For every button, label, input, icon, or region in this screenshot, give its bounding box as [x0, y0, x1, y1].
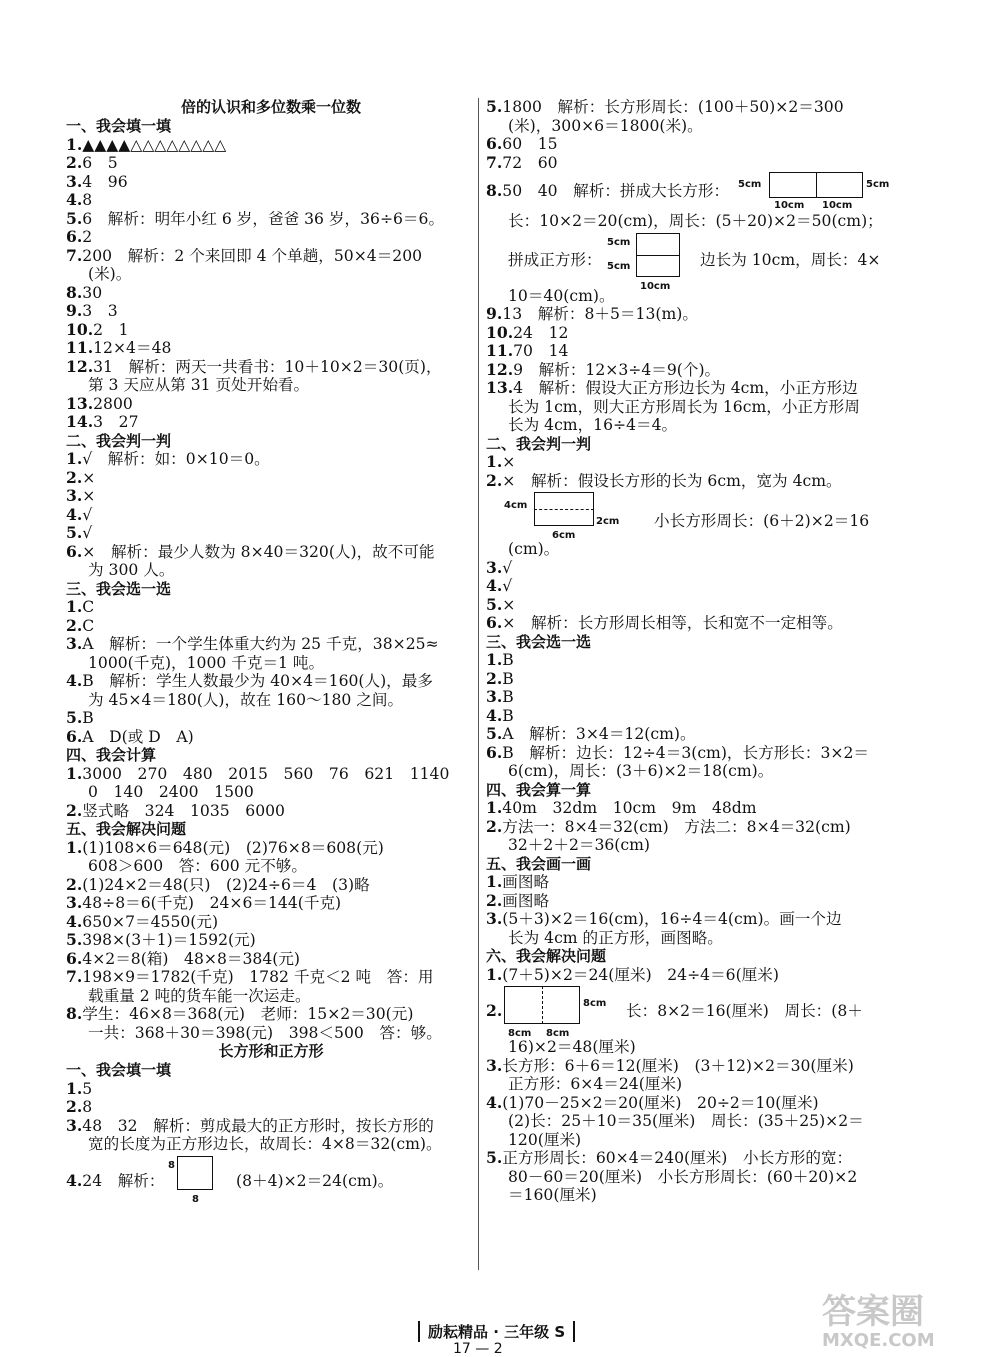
answer-line: 13.2800 — [66, 393, 133, 413]
answer-line: 4.B — [486, 705, 514, 725]
section-heading: 四、我会算一算 — [486, 780, 592, 799]
answer-line: 1.40m 32dm 10cm 9m 48dm — [486, 798, 757, 817]
answer-line: 1.5 — [66, 1078, 93, 1098]
answer-line: 4.650×7＝4550(元) — [66, 911, 219, 931]
answer-line: 2.8 — [66, 1097, 93, 1116]
right-column — [486, 98, 898, 1205]
answer-line: 14.3 27 — [66, 412, 139, 431]
answer-line: 一共：368＋30＝398(元) 398＜500 答：够。 — [88, 1023, 442, 1042]
answer-line: 第 3 天应从第 31 页处开始看。 — [88, 376, 310, 394]
answer-line: 12.31 解析：两天一共看书：10＋10×2＝30(页)， — [66, 356, 442, 376]
answer-line: 2.B — [486, 668, 514, 688]
answer-line: 6.× 解析：长方形周长相等，长和宽不一定相等。 — [486, 613, 843, 632]
figure-label: 5cm — [738, 179, 762, 190]
answer-line: 3.√ — [486, 557, 513, 577]
figure-label: 8cm — [546, 1028, 570, 1039]
answer-line: 2.方法一：8×4＝32(cm) 方法二：8×4＝32(cm) — [486, 816, 851, 836]
answer-line: 1.C — [66, 597, 95, 616]
answer-line: 1.3000 270 480 2015 560 76 621 1140 — [66, 763, 450, 783]
answer-line: 5.B — [66, 708, 94, 727]
answer-line: 为 45×4＝180(人)，故在 160～180 之间。 — [88, 690, 404, 709]
figure-square-8: 4.24 解析： 8 8 (8＋4)×2＝24(cm)。 — [66, 1154, 476, 1210]
answer-line: 4.(1)70－25×2＝20(厘米) 20÷2＝10(厘米) — [486, 1092, 819, 1112]
answer-line: 7.72 60 — [486, 152, 558, 172]
answer-line: 2.(1)24×2＝48(只) (2)24÷6＝4 (3)略 — [66, 874, 370, 894]
figure-label: 5cm — [607, 236, 631, 248]
answer-line: 3.48 32 解析：剪成最大的正方形时，按长方形的 — [66, 1115, 434, 1135]
answer-line: 120(厘米) — [508, 1130, 582, 1149]
section-heading: 一、我会填一填 — [66, 117, 172, 135]
answer-line: (米)。 — [88, 265, 132, 283]
page-number: 17 — 2 — [453, 1341, 503, 1357]
answer-line: 6(cm)，周长：(3＋6)×2＝18(cm)。 — [508, 762, 774, 780]
section-heading: 二、我会判一判 — [66, 431, 172, 450]
answer-line: 3.(5＋3)×2＝16(cm)，16÷4＝4(cm)。画一个边 — [486, 909, 842, 928]
answer-line: 80－60＝20(厘米) 小长方形周长：(60＋20)×2 — [508, 1167, 858, 1186]
figure-label: 5cm — [866, 179, 890, 190]
answer-line: 正方形：6×4＝24(厘米) — [508, 1075, 683, 1093]
answer-line: 16)×2＝48(厘米) — [508, 1038, 636, 1056]
answer-line: (cm)。 — [508, 540, 560, 558]
answer-line: 6.60 15 — [486, 134, 558, 153]
figure-label: 6cm — [552, 530, 576, 541]
figure-label: 8cm — [508, 1028, 532, 1039]
answer-line: 4.B 解析：学生人数最少为 40×4＝160(人)，最多 — [66, 671, 433, 690]
answer-line: 13.4 解析：假设大正方形边长为 4cm，小正方形边 — [486, 378, 858, 397]
figure-label: 10cm — [774, 200, 805, 211]
answer-line: 10.2 1 — [66, 319, 129, 339]
answer-line: 1.(7＋5)×2＝24(厘米) 24÷4＝6(厘米) — [486, 964, 779, 984]
answer-line: 4.8 — [66, 190, 93, 209]
answer-line: 5.1800 解析：长方形周长：(100＋50)×2＝300 — [486, 97, 844, 116]
answer-line: 10.24 12 — [486, 322, 569, 342]
answer-line: 6.2 — [66, 227, 93, 246]
answer-line: 6.A D(或 D A) — [66, 726, 194, 746]
answer-line: 2.× 解析：假设长方形的长为 6cm，宽为 4cm。 — [486, 470, 842, 490]
answer-line: 1.× — [486, 452, 516, 471]
answer-line: (米)，300×6＝1800(米)。 — [508, 116, 703, 135]
answer-line: 为 300 人。 — [88, 561, 175, 579]
answer-line: 3.A 解析：一个学生体重大约为 25 千克，38×25≈ — [66, 634, 439, 653]
answer-line: 3.B — [486, 687, 514, 706]
section-heading: 三、我会选一选 — [66, 579, 172, 598]
answer-line: 5.正方形周长：60×4＝240(厘米) 小长方形的宽： — [486, 1148, 853, 1167]
figure-label: 8 — [168, 1159, 175, 1171]
answer-line: 1.▲▲▲▲△△△△△△△△ — [66, 134, 227, 154]
answer-line: 宽的长度为正方形边长，故周长：4×8＝32(cm)。 — [88, 1135, 442, 1153]
column-divider — [478, 98, 479, 1270]
answer-line: 5.398×(3＋1)＝1592(元) — [66, 930, 256, 949]
answer-line: 1.√ 解析：如：0×10＝0。 — [66, 449, 270, 468]
figure-label: 4cm — [504, 500, 528, 511]
answer-line: 3.4 96 — [66, 171, 128, 191]
figure-rectangle-6x4: 4cm 2cm 6cm 小长方形周长：(6＋2)×2＝16 — [486, 490, 898, 540]
answer-line: 4.√ — [486, 576, 513, 595]
answer-line: 608＞600 答：600 元不够。 — [88, 857, 307, 875]
figure-big-rectangle: 8.50 40 解析：拼成大长方形： 5cm 5cm 10cm 10cm — [486, 172, 898, 212]
chapter-title: 长方形和正方形 — [218, 1042, 324, 1060]
section-heading: 三、我会选一选 — [486, 632, 592, 651]
answer-line: 5.√ — [66, 523, 93, 542]
watermark-url: MXQE.COM — [822, 1330, 935, 1351]
answer-line: 5.A 解析：3×4＝12(cm)。 — [486, 724, 696, 743]
answer-line: 5.6 解析：明年小红 6 岁，爸爸 36 岁，36÷6＝6。 — [66, 208, 445, 228]
answer-line: 长：10×2＝20(cm)，周长：(5＋20)×2＝50(cm)； — [508, 212, 883, 230]
footer-brand: 励耘精品 · 三年级 S — [418, 1321, 575, 1342]
answer-line: 2.画图略 — [486, 890, 550, 910]
section-heading: 四、我会计算 — [66, 746, 157, 764]
answer-line: 3.长方形：6＋6＝12(厘米) (3＋12)×2＝30(厘米) — [486, 1055, 854, 1075]
answer-line: 1.B — [486, 650, 514, 669]
answer-line: 2.C — [66, 615, 95, 635]
section-heading: 五、我会画一画 — [486, 854, 592, 873]
answer-line: 10＝40(cm)。 — [508, 286, 615, 305]
answer-line: (2)长：25＋10＝35(厘米) 周长：(35＋25)×2＝ — [508, 1112, 864, 1130]
answer-line: 12.9 解析：12×3÷4＝9(个)。 — [486, 359, 721, 379]
answer-line: 4.√ — [66, 504, 93, 524]
square-shape — [177, 1156, 213, 1190]
answer-line: 载重量 2 吨的货车能一次运走。 — [88, 986, 311, 1005]
figure-label: 5cm — [607, 260, 631, 272]
section-heading: 六、我会解决问题 — [486, 947, 607, 965]
answer-line: 长为 4cm 的正方形，画图略。 — [508, 928, 723, 947]
answer-line: 6.× 解析：最少人数为 8×40＝320(人)，故不可能 — [66, 541, 435, 561]
answer-line: 11.70 14 — [486, 341, 569, 360]
answer-line: 2.× — [66, 467, 96, 487]
answer-line: 2.6 5 — [66, 153, 118, 172]
section-heading: 一、我会填一填 — [66, 1061, 172, 1079]
answer-line: 9.13 解析：8＋5＝13(m)。 — [486, 304, 698, 323]
figure-label: 8cm — [583, 998, 607, 1009]
figure-label: 8 — [192, 1193, 199, 1205]
answer-line: 6.B 解析：边长：12÷4＝3(cm)，长方形长：3×2＝ — [486, 742, 869, 762]
section-heading: 二、我会判一判 — [486, 434, 592, 453]
left-column — [66, 98, 476, 1210]
answer-line: 7.198×9＝1782(千克) 1782 千克＜2 吨 答：用 — [66, 967, 434, 986]
figure-label: 2cm — [596, 516, 620, 527]
answer-line: 长为 1cm，则大正方形周长为 16cm，小正方形周 — [508, 397, 860, 416]
answer-line: 5.× — [486, 594, 516, 614]
figure-label: 10cm — [640, 280, 671, 292]
figure-big-square: 拼成正方形： 5cm 5cm 10cm 边长为 10cm，周长：4× — [486, 231, 898, 287]
answer-line: 32＋2＋2＝36(cm) — [508, 836, 650, 854]
answer-line: 8.30 — [66, 282, 103, 302]
watermark-logo: 答案圈 — [822, 1292, 924, 1332]
chapter-title: 倍的认识和多位数乘一位数 — [180, 98, 361, 116]
answer-line: 6.4×2＝8(箱) 48×8＝384(元) — [66, 948, 301, 968]
figure-rectangle-8x8: 2. 8cm 8cm 8cm 长：8×2＝16(厘米) 周长：(8＋ — [486, 984, 898, 1038]
answer-line: 1.(1)108×6＝648(元) (2)76×8＝608(元) — [66, 837, 384, 857]
answer-line: 长为 4cm，16÷4＝4。 — [508, 416, 678, 434]
answer-line: 2.竖式略 324 1035 6000 — [66, 800, 285, 820]
answer-line: 1000(千克)，1000 千克＝1 吨。 — [88, 653, 325, 672]
answer-line: 3.× — [66, 486, 96, 505]
answer-line: 9.3 3 — [66, 301, 118, 320]
section-heading: 五、我会解决问题 — [66, 820, 187, 838]
answer-line: 8.学生：46×8＝368(元) 老师：15×2＝30(元) — [66, 1004, 414, 1023]
answer-line: 0 140 2400 1500 — [88, 783, 254, 801]
answer-line: 11.12×4＝48 — [66, 338, 172, 357]
answer-line: 1.画图略 — [486, 872, 550, 891]
figure-label: 10cm — [822, 200, 853, 211]
answer-line: 7.200 解析：2 个来回即 4 个单趟，50×4＝200 — [66, 245, 423, 265]
answer-line: ＝160(厘米) — [508, 1186, 597, 1204]
answer-line: 3.48÷8＝6(千克) 24×6＝144(千克) — [66, 893, 342, 912]
